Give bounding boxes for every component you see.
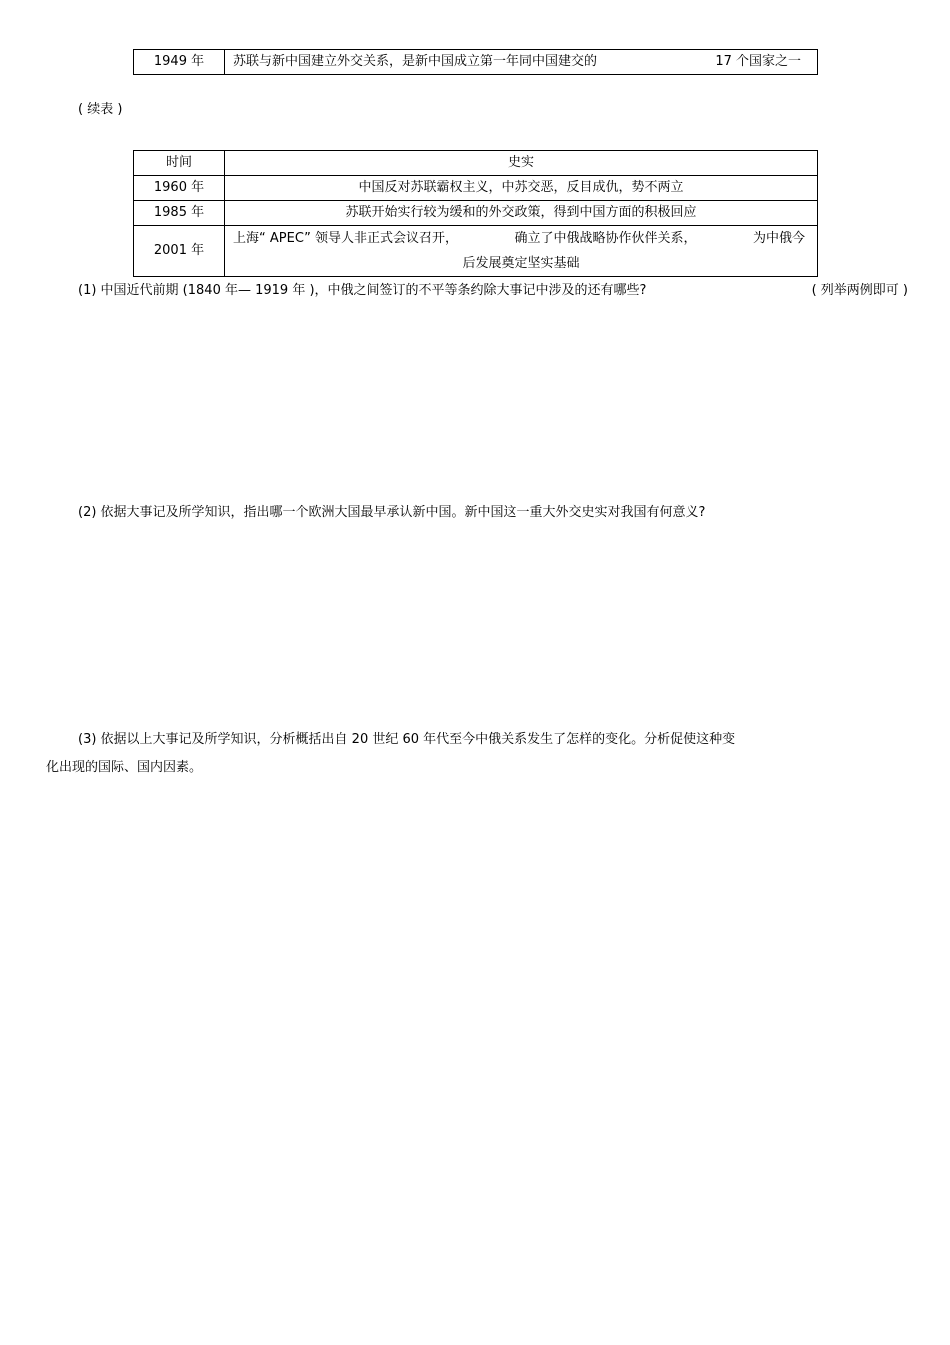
table-row (134, 201, 818, 226)
fact-text-part2: 17 个国家之一 (715, 54, 801, 69)
question-3-line-2: 化出现的国际、国内因素。 (46, 760, 203, 775)
fact-text-c: 为中俄今 (752, 231, 805, 246)
sino-soviet-events-table (133, 150, 818, 277)
year-cell: 1985 年 (134, 201, 225, 226)
question-2: (2) 依据大事记及所学知识，指出哪一个欧洲大国最早承认新中国。新中国这一重大外交史实对我国有何意义? (78, 505, 706, 520)
table-row (134, 176, 818, 201)
fact-cell: 中国反对苏联霸权主义，中苏交恶，反目成仇，势不两立 (225, 176, 818, 201)
table-row (134, 226, 818, 277)
fact-cell: 苏联开始实行较为缓和的外交政策，得到中国方面的积极回应 (225, 201, 818, 226)
header-fact: 史实 (225, 151, 818, 176)
fact-text-part1: 苏联与新中国建立外交关系，是新中国成立第一年同中国建交的 (233, 54, 598, 69)
question-3 (46, 726, 876, 782)
fact-text-d: 后发展奠定坚实基础 (462, 256, 580, 271)
header-time: 时间 (134, 151, 225, 176)
table-row (134, 50, 818, 75)
table-header-row (134, 151, 818, 176)
question-1-note: ( 列举两例即可 ) (811, 283, 908, 298)
continued-label: ( 续表 ) (78, 102, 123, 117)
fact-cell (225, 50, 818, 75)
question-3-line-1: (3) 依据以上大事记及所学知识，分析概括出自 20 世纪 60 年代至今中俄关系发生了怎样的变化。分析促使这种变 (78, 732, 736, 747)
fact-text-a: 上海“ APEC” 领导人非正式会议召开， (233, 231, 458, 246)
question-1 (78, 277, 908, 305)
fact-cell (225, 226, 818, 277)
table-1949-row (133, 49, 818, 75)
year-cell: 1949 年 (134, 50, 225, 75)
year-cell: 1960 年 (134, 176, 225, 201)
question-1-text: (1) 中国近代前期 (1840 年— 1919 年 )，中俄之间签订的不平等条约除大事记中涉及的还有哪些? (78, 283, 647, 298)
fact-text-b: 确立了中俄战略协作伙伴关系， (514, 231, 697, 246)
year-cell: 2001 年 (134, 226, 225, 277)
